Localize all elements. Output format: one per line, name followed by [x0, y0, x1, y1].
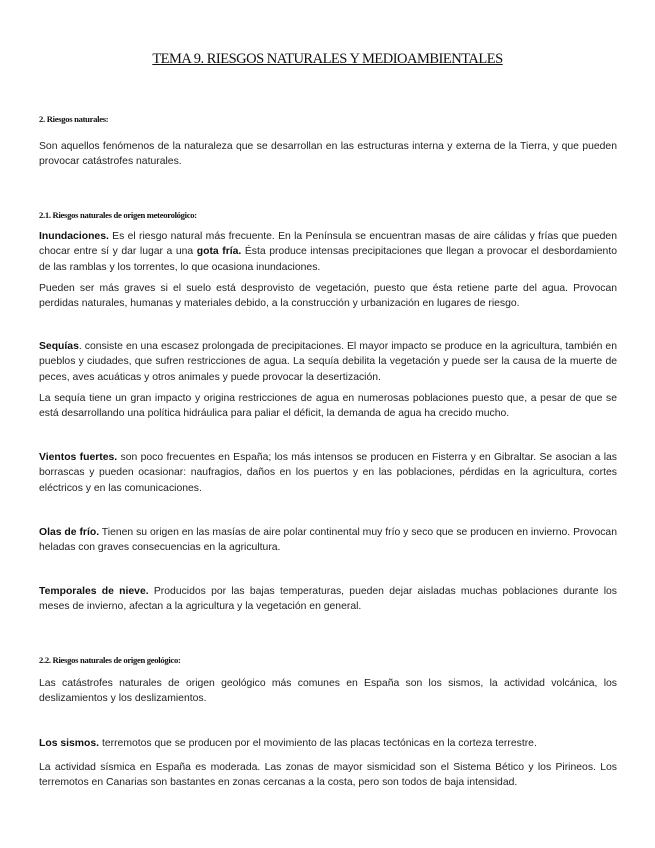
sequias-text: . consiste en una escasez prolongada de precipitaciones. El mayor impacto se produce en la agricultura, también en pueblos y ciudades, que sufren restricciones de agua. La sequía debilita la vegetación y puede ser la causa de la muerte de peces, aves acuáticas y otros animales y puede provocar la desertización.: [39, 341, 617, 383]
section-heading-riesgos-naturales: 2. Riesgos naturales:: [39, 114, 109, 124]
section-heading-geologico: 2.2. Riesgos naturales de origen geológico:: [39, 655, 181, 665]
paragraph-olas-de-frio: [39, 525, 617, 556]
paragraph-geologico-intro: Las catástrofes naturales de origen geológico más comunes en España son los sismos, la actividad volcánica, los deslizamientos y los deslizamientos.: [39, 678, 617, 705]
paragraph-sequias-2: La sequía tiene un gran impacto y origina restricciones de agua en numerosas poblaciones puesto que, a pesar de que se está desarrollando una política hidráulica para paliar el déficit, la demanda de agua ha crecido mucho.: [39, 393, 617, 420]
paragraph-intro: Son aquellos fenómenos de la naturaleza que se desarrollan en las estructuras interna y externa de la Tierra, y que pueden provocar catástrofes naturales.: [39, 141, 617, 168]
inundaciones-text-a: Es el riesgo natural más frecuente. En la Península se encuentran masas de aire cálidas y frías que pueden chocar entre sí y dar lugar a una: [39, 231, 617, 258]
vientos-text: son poco frecuentes en España; los más intensos se producen en Fisterra y en Gibraltar. Se asocian a las borrascas y pueden ocasionar: naufragios, daños en los puertos y en las poblaciones, pérdidas en la agricultura, cortes eléctricos y en las comunicaciones.: [39, 452, 617, 494]
paragraph-sequias: [39, 339, 617, 385]
term-vientos-fuertes: Vientos fuertes.: [39, 452, 118, 463]
temporales-text: Producidos por las bajas temperaturas, pueden dejar aisladas muchas poblaciones durante los meses de invierno, afectan a la agricultura y la vegetación en general.: [39, 586, 617, 613]
term-sequias: Sequías: [39, 341, 79, 352]
term-temporales-de-nieve: Temporales de nieve.: [39, 586, 149, 597]
sismos-text: terremotos que se producen por el movimiento de las placas tectónicas en la corteza terrestre.: [99, 738, 537, 749]
olas-text: Tienen su origen en las masías de aire polar continental muy frío y seco que se producen en invierno. Provocan heladas con graves consecuencias en la agricultura.: [39, 527, 617, 554]
section-heading-meteorologico: 2.1. Riesgos naturales de origen meteorológico:: [39, 210, 197, 220]
term-inundaciones: Inundaciones.: [39, 231, 109, 242]
term-los-sismos: Los sismos.: [39, 738, 100, 749]
paragraph-sismos: [39, 736, 617, 751]
paragraph-sismos-2: La actividad sísmica en España es moderada. Las zonas de mayor sismicidad son el Sistema Bético y los Pirineos. Los terremotos en Canarias son bastantes en zonas cercanas a la costa, pero son todos de baja intensidad.: [39, 762, 617, 789]
term-olas-de-frio: Olas de frío.: [39, 527, 100, 538]
paragraph-inundaciones-2: Pueden ser más graves si el suelo está desprovisto de vegetación, puesto que ésta retiene parte del agua. Provocan perdidas naturales, humanas y materiales debido, a la construcción y urbanización en lugares de riesgo.: [39, 283, 617, 310]
paragraph-vientos: [39, 450, 617, 496]
paragraph-inundaciones: [39, 229, 617, 275]
paragraph-temporales: [39, 584, 617, 615]
document-title: TEMA 9. RIESGOS NATURALES Y MEDIOAMBIENTALES: [152, 51, 503, 67]
term-gota-fria: gota fría.: [196, 246, 242, 258]
inundaciones-text-b: Ésta produce intensas precipitaciones que llegan a provocar el desbordamiento de las ramblas y los torrentes, lo que ocasiona inundaciones.: [39, 246, 617, 273]
